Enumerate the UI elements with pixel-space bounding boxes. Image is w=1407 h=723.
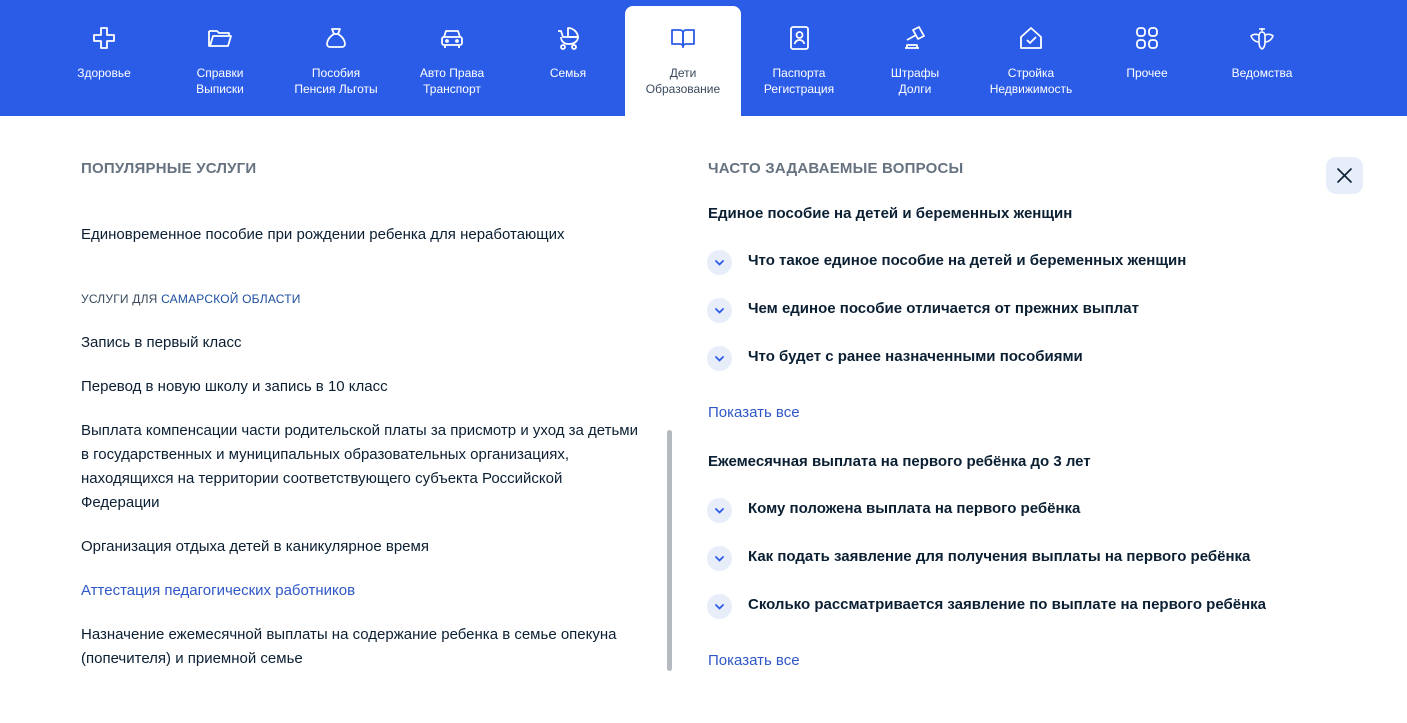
region-selector[interactable]: САМАРСКОЙ ОБЛАСТИ bbox=[161, 292, 301, 306]
chevron-down-icon bbox=[707, 298, 732, 323]
faq-question-text: Что такое единое пособие на детей и беременных женщин bbox=[748, 252, 1187, 269]
gavel-icon bbox=[901, 24, 929, 52]
region-service-link[interactable]: Организация отдыха детей в каникулярное время bbox=[81, 538, 429, 555]
region-service-link[interactable]: Назначение ежемесячной выплаты на содержание ребенка в семье опекуна (попечителя) и приемной семье bbox=[81, 626, 617, 667]
category-label: Пособия bbox=[311, 66, 361, 80]
chevron-down-icon bbox=[707, 498, 732, 523]
faq-question-text: Как подать заявление для получения выплаты на первого ребёнка bbox=[748, 548, 1251, 565]
passport-icon bbox=[785, 24, 813, 52]
faq-group-title: Ежемесячная выплата на первого ребёнка до 3 лет bbox=[708, 453, 1091, 470]
faq-question-text: Что будет с ранее назначенными пособиями bbox=[748, 348, 1083, 365]
close-icon bbox=[1337, 168, 1352, 183]
category-other[interactable] bbox=[1089, 6, 1205, 116]
show-all-link[interactable]: Показать все bbox=[708, 652, 800, 669]
category-label: Справки bbox=[196, 66, 244, 80]
category-documents[interactable]: Справки Выписки bbox=[162, 6, 278, 116]
plus-icon bbox=[90, 24, 118, 52]
house-icon bbox=[1017, 24, 1045, 52]
close-button[interactable] bbox=[1326, 157, 1363, 194]
category-benefits[interactable]: Пособия Пенсия Льготы bbox=[278, 6, 394, 116]
show-all-link[interactable]: Показать все bbox=[708, 404, 800, 421]
category-agencies[interactable] bbox=[1204, 6, 1320, 116]
category-bar bbox=[0, 0, 1407, 116]
stroller-icon bbox=[554, 24, 582, 52]
region-service-link[interactable]: Запись в первый класс bbox=[81, 334, 242, 351]
grid-icon bbox=[1133, 24, 1161, 52]
category-family[interactable] bbox=[510, 6, 626, 116]
region-services-title: УСЛУГИ ДЛЯ САМАРСКОЙ ОБЛАСТИ bbox=[81, 292, 301, 306]
region-service-link[interactable]: Аттестация педагогических работников bbox=[81, 582, 356, 599]
category-passports[interactable]: Паспорта Регистрация bbox=[741, 6, 857, 116]
popular-service-link[interactable]: Единовременное пособие при рождении ребенка для неработающих bbox=[81, 226, 565, 243]
chevron-down-icon bbox=[707, 250, 732, 275]
category-label: Авто Права bbox=[419, 66, 485, 80]
faq-question-text: Кому положена выплата на первого ребёнка bbox=[748, 500, 1081, 517]
category-label: Стройка bbox=[1007, 66, 1055, 80]
region-service-link[interactable]: Выплата компенсации части родительской платы за присмотр и уход за детьми в государственных и муниципальных образовательных организациях, находящихся на территории соответствующего субъекта Российской Федерации bbox=[81, 422, 638, 511]
book-icon bbox=[669, 24, 697, 52]
popular-services-title: ПОПУЛЯРНЫЕ УСЛУГИ bbox=[81, 160, 257, 177]
category-auto[interactable]: Авто Права Транспорт bbox=[394, 6, 510, 116]
faq-question-text: Сколько рассматривается заявление по выплате на первого ребёнка bbox=[748, 596, 1266, 613]
faq-question-text: Чем единое пособие отличается от прежних выплат bbox=[748, 300, 1139, 317]
category-children[interactable]: Дети Образование bbox=[625, 6, 741, 116]
chevron-down-icon bbox=[707, 346, 732, 371]
category-label: Дети bbox=[669, 66, 697, 80]
car-icon bbox=[438, 24, 466, 52]
category-label: Здоровье bbox=[77, 66, 131, 80]
scrollbar-thumb[interactable] bbox=[667, 430, 672, 671]
category-realty[interactable]: Стройка Недвижимость bbox=[973, 6, 1089, 116]
chevron-down-icon bbox=[707, 594, 732, 619]
category-label: Прочее bbox=[1126, 66, 1168, 80]
chevron-down-icon bbox=[707, 546, 732, 571]
category-label: Ведомства bbox=[1231, 66, 1293, 80]
category-health[interactable] bbox=[46, 6, 162, 116]
region-service-link[interactable]: Перевод в новую школу и запись в 10 класс bbox=[81, 378, 388, 395]
category-label: Семья bbox=[549, 66, 587, 80]
folder-icon bbox=[206, 24, 234, 52]
wallet-icon bbox=[322, 24, 350, 52]
emblem-icon bbox=[1248, 24, 1276, 52]
category-label: Паспорта bbox=[772, 66, 826, 80]
category-fines[interactable]: Штрафы Долги bbox=[857, 6, 973, 116]
category-label: Штрафы bbox=[890, 66, 940, 80]
faq-title: ЧАСТО ЗАДАВАЕМЫЕ ВОПРОСЫ bbox=[708, 160, 964, 177]
faq-group-title: Единое пособие на детей и беременных женщин bbox=[708, 205, 1073, 222]
